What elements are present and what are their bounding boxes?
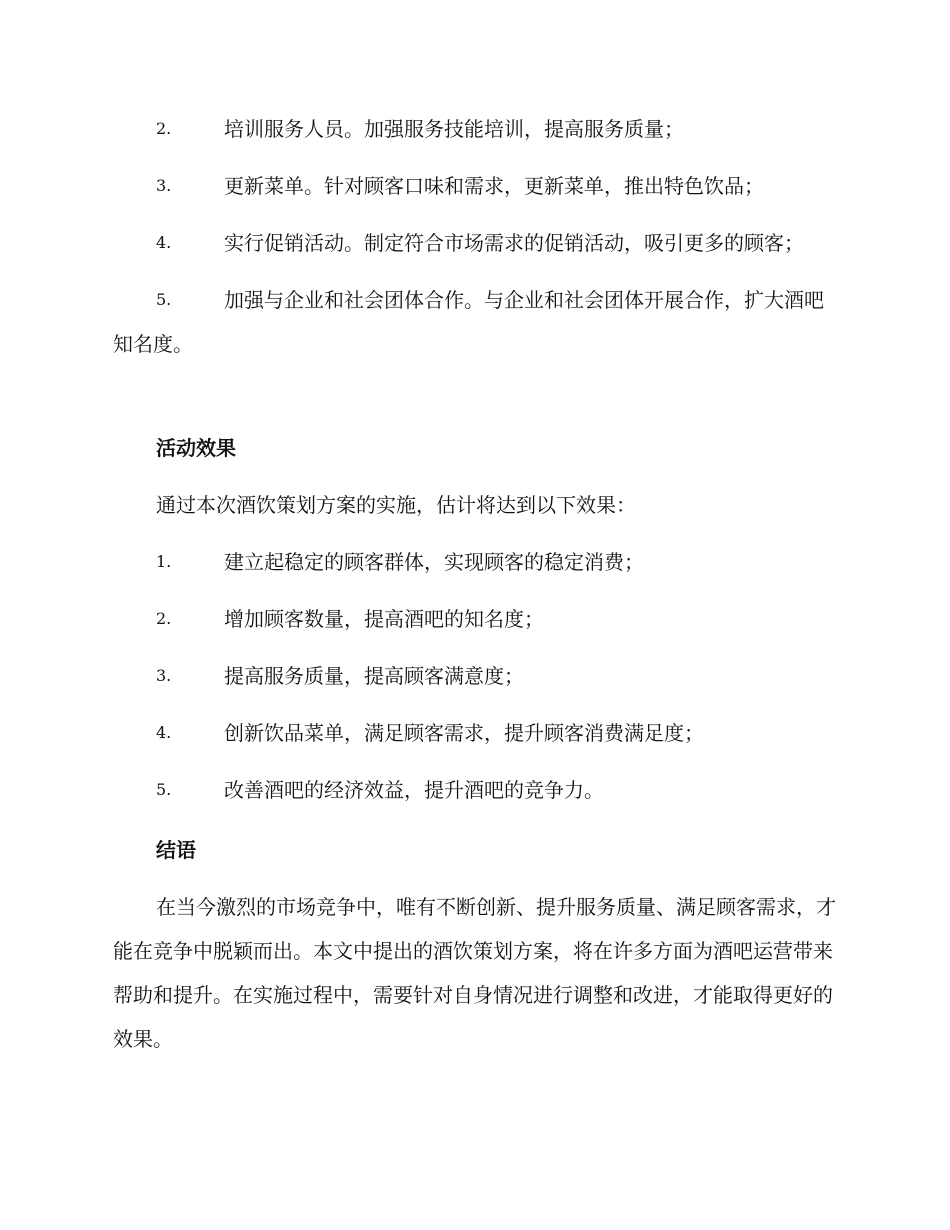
strategy-list [0, 107, 950, 366]
list-number: 5. [156, 290, 172, 309]
conclusion-text: 在当今激烈的市场竞争中，唯有不断创新、提升服务质量、满足顾客需求，才能在竞争中脱颖而出。本文中提出的酒饮策划方案，将在许多方面为酒吧运营带来帮助和提升。在实施过程中，需要针对自身情况进行调整和改进，才能取得更好的效果。 [113, 895, 836, 1051]
list-text: 建立起稳定的顾客群体，实现顾客的稳定消费； [224, 550, 644, 574]
effect-section [0, 426, 950, 812]
list-item [0, 278, 950, 366]
list-number: 3. [156, 666, 172, 685]
intro-text: 通过本次酒饮策划方案的实施，估计将达到以下效果： [156, 493, 636, 517]
list-item [0, 540, 950, 584]
list-text: 培训服务人员。加强服务技能培训，提高服务质量； [224, 117, 684, 141]
conclusion-section [0, 828, 950, 1061]
list-number: 3. [156, 176, 172, 195]
list-number: 5. [156, 780, 172, 799]
list-item [0, 597, 950, 641]
list-item [0, 711, 950, 755]
list-item [0, 107, 950, 151]
list-text: 提高服务质量，提高顾客满意度； [224, 664, 524, 688]
section-heading: 结语 [156, 838, 196, 862]
list-number: 2. [156, 119, 172, 138]
list-number: 4. [156, 723, 172, 742]
intro-paragraph [0, 483, 950, 527]
list-text: 增加顾客数量，提高酒吧的知名度； [224, 607, 544, 631]
list-text: 创新饮品菜单，满足顾客需求，提升顾客消费满足度； [224, 721, 704, 745]
list-item [0, 654, 950, 698]
list-text: 实行促销活动。制定符合市场需求的促销活动，吸引更多的顾客； [224, 231, 804, 255]
list-number: 2. [156, 609, 172, 628]
list-number: 1. [156, 552, 172, 571]
list-text: 更新菜单。针对顾客口味和需求，更新菜单，推出特色饮品； [224, 174, 764, 198]
list-item [0, 768, 950, 812]
conclusion-paragraph [0, 885, 950, 1061]
list-text: 加强与企业和社会团体合作。与企业和社会团体开展合作，扩大酒吧知名度。 [113, 288, 824, 356]
list-item [0, 221, 950, 265]
list-number: 4. [156, 233, 172, 252]
list-item [0, 164, 950, 208]
list-text: 改善酒吧的经济效益，提升酒吧的竞争力。 [224, 778, 604, 802]
section-heading: 活动效果 [156, 436, 236, 460]
